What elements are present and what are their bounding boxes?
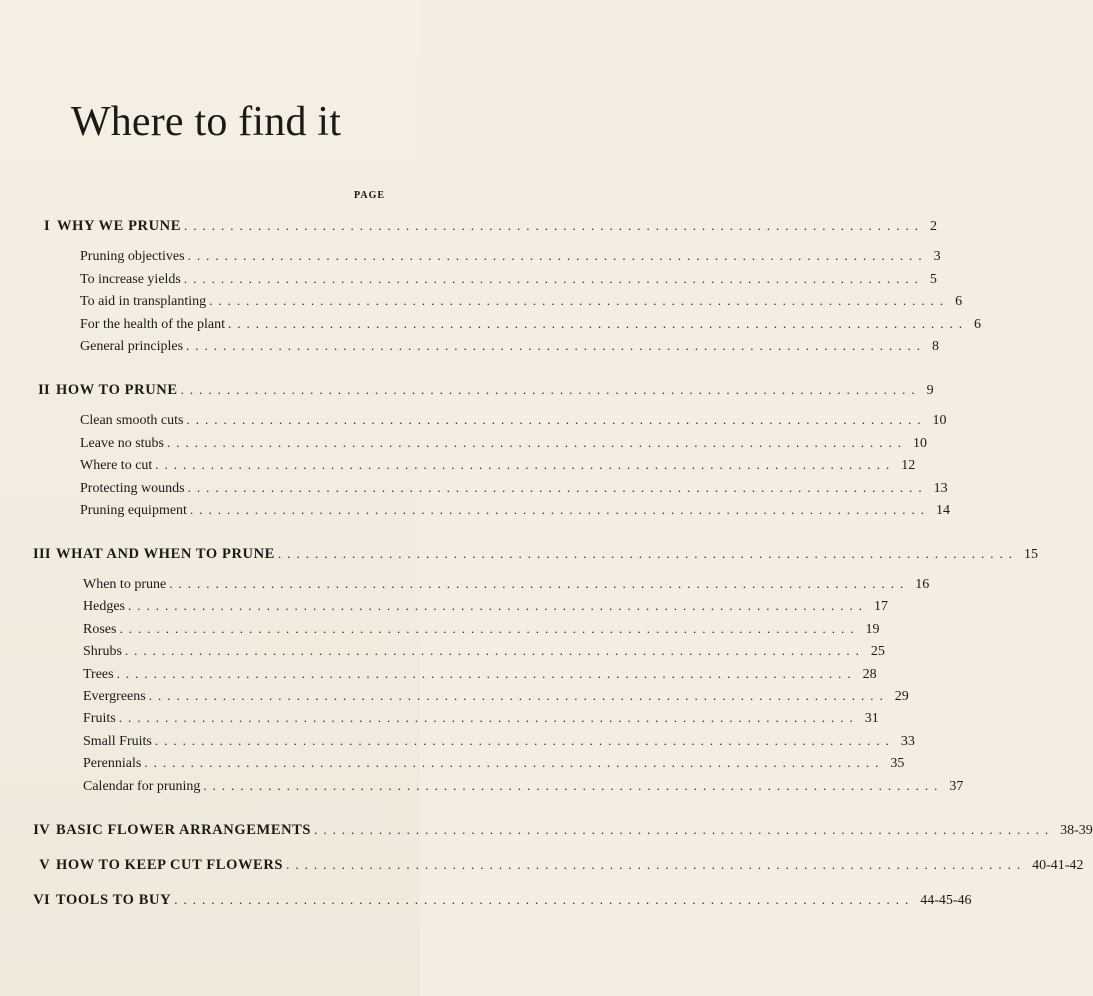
toc-section-row <box>33 546 1038 563</box>
dot-leader: ................................................................................ <box>174 892 915 907</box>
section-number: II <box>38 382 50 398</box>
entry-title: Small Fruits <box>83 734 152 749</box>
dot-leader: ................................................................................ <box>118 710 859 725</box>
entry-title: Leave no stubs <box>80 436 164 451</box>
section-page-number: 40-41-42 <box>1032 858 1084 873</box>
toc-entry-row <box>80 435 927 452</box>
toc-entry-row <box>83 643 885 660</box>
dot-leader: ................................................................................ <box>189 502 930 517</box>
entry-title: Pruning objectives <box>80 249 185 264</box>
toc-entry-row <box>80 248 941 265</box>
entry-title: General principles <box>80 339 184 354</box>
toc-entry-row <box>80 293 963 310</box>
page-title: Where to find it <box>70 99 342 145</box>
entry-page-number: 10 <box>912 436 927 451</box>
toc-entry-row <box>83 778 964 795</box>
toc-entry-row <box>83 733 915 750</box>
dot-leader: ................................................................................ <box>286 857 1027 872</box>
page-column-label: PAGE <box>354 190 386 201</box>
toc-entry-row <box>83 576 930 593</box>
entry-title: Perennials <box>83 756 142 771</box>
entry-page-number: 19 <box>865 622 880 637</box>
toc-entry-row <box>83 598 888 615</box>
entry-title: Trees <box>83 667 114 682</box>
toc-entry-row <box>83 710 879 727</box>
dot-leader: ................................................................................ <box>154 733 895 748</box>
dot-leader: ................................................................................ <box>116 666 857 681</box>
section-title: BASIC FLOWER ARRANGEMENTS <box>56 822 312 838</box>
dot-leader: ................................................................................ <box>119 621 860 636</box>
entry-page-number: 13 <box>933 481 948 496</box>
section-title: TOOLS TO BUY <box>56 892 172 908</box>
dot-leader: ................................................................................ <box>228 316 969 331</box>
entry-page-number: 6 <box>974 317 982 332</box>
entry-page-number: 14 <box>935 503 950 518</box>
toc-section-row <box>38 382 934 399</box>
entry-title: To aid in transplanting <box>80 294 207 309</box>
entry-page-number: 17 <box>874 599 888 614</box>
entry-title: Hedges <box>83 599 125 614</box>
section-number: III <box>33 546 51 562</box>
dot-leader: ................................................................................ <box>187 480 928 495</box>
entry-page-number: 8 <box>932 339 940 354</box>
entry-title: To increase yields <box>80 272 181 287</box>
dot-leader: ................................................................................ <box>209 293 950 308</box>
section-title: HOW TO KEEP CUT FLOWERS <box>56 857 284 873</box>
toc-section-row <box>33 822 1093 839</box>
dot-leader: ................................................................................ <box>155 457 896 472</box>
dot-leader: ................................................................................ <box>169 576 910 591</box>
section-title: WHAT AND WHEN TO PRUNE <box>56 546 275 562</box>
entry-page-number: 5 <box>929 272 937 287</box>
entry-page-number: 12 <box>901 458 916 473</box>
toc-entry-row <box>80 316 982 333</box>
section-page-number: 15 <box>1023 547 1038 562</box>
entry-page-number: 10 <box>932 413 947 428</box>
entry-page-number: 16 <box>915 577 930 592</box>
toc-entry-row <box>83 688 909 705</box>
toc-entry-row <box>83 755 905 772</box>
entry-page-number: 25 <box>870 644 885 659</box>
entry-page-number: 35 <box>890 756 905 771</box>
toc-entry-row <box>80 480 948 497</box>
dot-leader: ................................................................................ <box>186 412 927 427</box>
toc-entry-row <box>80 502 950 519</box>
entry-title: Where to cut <box>80 458 153 473</box>
entry-title: Clean smooth cuts <box>80 413 184 428</box>
section-page-number: 38-39 <box>1060 823 1093 838</box>
entry-page-number: 6 <box>955 294 963 309</box>
entry-title: When to prune <box>83 577 167 592</box>
dot-leader: ................................................................................ <box>166 435 907 450</box>
dot-leader: ................................................................................ <box>124 643 865 658</box>
section-number: VI <box>33 892 50 908</box>
toc-section-row <box>38 218 938 235</box>
entry-page-number: 33 <box>900 734 915 749</box>
toc-section-row <box>33 892 972 909</box>
toc-section-row <box>33 857 1084 874</box>
section-title: HOW TO PRUNE <box>56 382 178 398</box>
toc-entry-row <box>83 621 880 638</box>
section-number: V <box>39 857 50 873</box>
dot-leader: ................................................................................ <box>187 248 928 263</box>
entry-title: Pruning equipment <box>80 503 187 518</box>
entry-page-number: 3 <box>933 249 941 264</box>
section-page-number: 2 <box>930 219 938 234</box>
dot-leader: ................................................................................ <box>183 271 924 286</box>
entry-page-number: 31 <box>864 711 879 726</box>
entry-title: Shrubs <box>83 644 122 659</box>
entry-title: Fruits <box>83 711 116 726</box>
toc-entry-row <box>80 338 940 355</box>
dot-leader: ................................................................................ <box>277 546 1018 561</box>
dot-leader: ................................................................................ <box>180 382 921 397</box>
toc-entry-row <box>83 666 877 683</box>
entry-title: Evergreens <box>83 689 146 704</box>
dot-leader: ................................................................................ <box>203 778 944 793</box>
section-number: IV <box>33 822 50 838</box>
section-page-number: 9 <box>926 383 934 398</box>
dot-leader: ................................................................................ <box>184 218 925 233</box>
section-number: I <box>44 218 50 234</box>
section-page-number: 44-45-46 <box>920 893 972 908</box>
entry-title: Roses <box>83 622 117 637</box>
entry-page-number: 28 <box>862 667 877 682</box>
dot-leader: ................................................................................ <box>128 598 868 613</box>
entry-title: Calendar for pruning <box>83 779 201 794</box>
dot-leader: ................................................................................ <box>186 338 927 353</box>
entry-title: Protecting wounds <box>80 481 185 496</box>
entry-page-number: 29 <box>894 689 909 704</box>
section-title: WHY WE PRUNE <box>57 218 182 234</box>
toc-entry-row <box>80 457 916 474</box>
toc-entry-row <box>80 271 937 288</box>
dot-leader: ................................................................................ <box>144 755 885 770</box>
entry-title: For the health of the plant <box>80 317 226 332</box>
entry-page-number: 37 <box>949 779 964 794</box>
toc-entry-row <box>80 412 947 429</box>
dot-leader: ................................................................................ <box>314 822 1055 837</box>
dot-leader: ................................................................................ <box>148 688 889 703</box>
